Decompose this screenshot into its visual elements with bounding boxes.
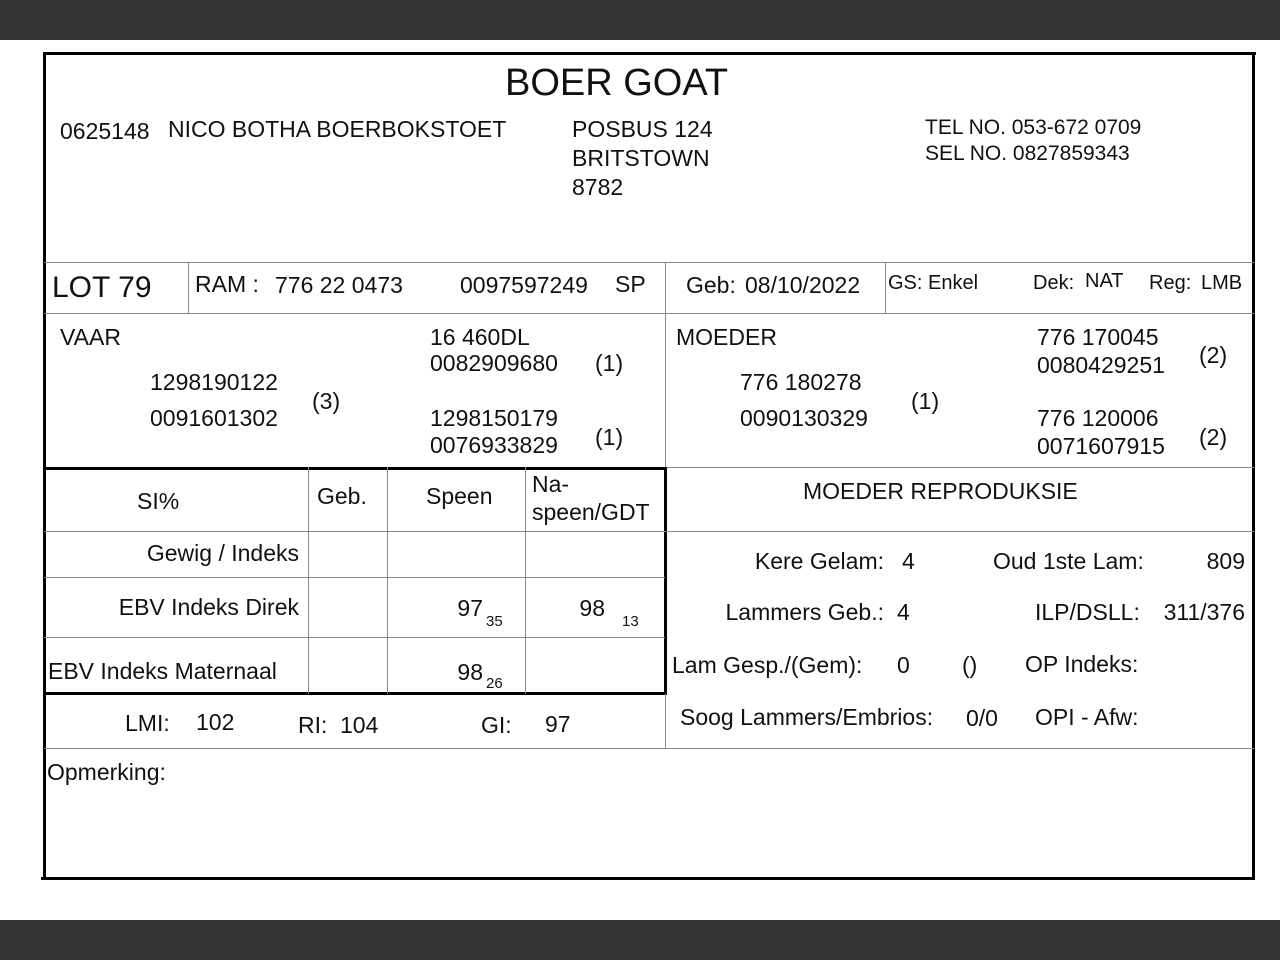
sire-dam-id-2: 0076933829	[430, 432, 558, 458]
dam-id-2: 0090130329	[740, 405, 868, 431]
mating-value: NAT	[1085, 270, 1124, 292]
sire-id-1: 1298190122	[150, 369, 278, 395]
lmi-label: LMI:	[125, 710, 170, 736]
breeder-name: NICO BOTHA BOERBOKSTOET	[168, 116, 507, 142]
frame-top	[44, 52, 1256, 55]
lmi-value: 102	[196, 709, 235, 735]
lam-gesp-label: Lam Gesp./(Gem):	[672, 652, 863, 678]
performance-row-divider-1	[44, 577, 665, 578]
frame-bottom	[41, 877, 1253, 880]
ri-value: 104	[340, 712, 379, 738]
row-ebv-maternal-weaning: 98	[457, 659, 483, 685]
row-ebv-direct-weaning: 97	[457, 595, 483, 621]
performance-col-divider-3	[525, 467, 526, 694]
reproduction-title: MOEDER REPRODUKSIE	[803, 478, 1078, 504]
soog-lammers-label: Soog Lammers/Embrios:	[680, 704, 934, 730]
sire-sire-id-1: 16 460DL	[430, 324, 530, 350]
performance-table-right	[664, 467, 667, 695]
sire-dam-id-1: 1298150179	[430, 405, 558, 431]
dam-sire-count: (2)	[1199, 342, 1228, 368]
header-post-weaning-line-2: speen/GDT	[532, 499, 650, 525]
divider-lot-bottom	[44, 313, 1254, 314]
breeder-cellphone: SEL NO. 0827859343	[925, 142, 1130, 165]
birth-status: GS: Enkel	[888, 272, 979, 294]
ram-grade: SP	[615, 271, 646, 297]
soog-lammers-value: 0/0	[966, 705, 998, 731]
dam-sire-id-1: 776 170045	[1037, 324, 1159, 350]
performance-col-divider-1	[308, 467, 309, 694]
divider-lot-ram	[665, 262, 666, 314]
performance-col-divider-2	[387, 467, 388, 694]
breeder-address-line-2: BRITSTOWN	[572, 145, 710, 171]
ilp-dsll-label: ILP/DSLL:	[1035, 599, 1140, 625]
row-ebv-direct-label: EBV Indeks Direk	[118, 594, 299, 620]
frame-right	[1252, 52, 1255, 880]
sire-label: VAAR	[60, 324, 121, 350]
dam-dam-id-2: 0071607915	[1037, 433, 1165, 459]
breeder-address-line-1: POSBUS 124	[572, 116, 713, 142]
divider-reproduction-left	[665, 694, 666, 749]
lam-gesp-value: 0	[897, 652, 910, 678]
page-title: BOER GOAT	[505, 62, 729, 104]
performance-table-top	[44, 467, 667, 470]
kere-gelam-label: Kere Gelam:	[754, 548, 884, 574]
row-ebv-direct-weaning-accuracy: 35	[486, 613, 503, 630]
header-si-percent: SI%	[137, 488, 180, 514]
ram-number: 776 22 0473	[275, 272, 403, 298]
dam-sire-id-2: 0080429251	[1037, 352, 1165, 378]
row-ebv-direct-post-weaning-accuracy: 13	[622, 613, 639, 630]
mating-label: Dek:	[1033, 272, 1075, 294]
sire-dam-count: (1)	[595, 424, 624, 450]
dam-label: MOEDER	[676, 324, 777, 350]
lammers-geb-value: 4	[897, 599, 910, 625]
header-post-weaning-line-1: Na-	[532, 471, 570, 497]
breeder-telephone: TEL NO. 053-672 0709	[925, 116, 1142, 139]
oud-1ste-lam-label: Oud 1ste Lam:	[993, 548, 1144, 574]
divider-lot-geb	[885, 262, 886, 314]
divider-indices-bottom	[44, 748, 1254, 749]
breeder-number: 0625148	[60, 118, 150, 144]
header-birth: Geb.	[317, 483, 367, 509]
divider-pedigree-bottom	[665, 467, 1254, 468]
frame-left	[43, 52, 46, 880]
row-ebv-direct-post-weaning: 98	[579, 595, 605, 621]
performance-table-bottom	[44, 692, 667, 695]
dam-id-1: 776 180278	[740, 369, 862, 395]
oud-1ste-lam-value: 809	[1206, 548, 1245, 574]
gi-value: 97	[545, 711, 571, 737]
row-weight-index-label: Gewig / Indeks	[146, 540, 299, 566]
opi-afw-label: OPI - Afw:	[1035, 704, 1139, 730]
ilp-dsll-value: 311/376	[1163, 599, 1245, 625]
breeder-address-line-3: 8782	[572, 174, 624, 200]
sire-id-2: 0091601302	[150, 405, 278, 431]
lot-number: LOT 79	[52, 271, 152, 304]
ram-id: 0097597249	[460, 272, 588, 298]
lam-gesp-gem: ()	[962, 652, 978, 678]
row-ebv-maternal-weaning-accuracy: 26	[486, 675, 503, 692]
divider-reproduction-header	[665, 531, 1254, 532]
ri-label: RI:	[298, 712, 328, 738]
kere-gelam-value: 4	[902, 548, 915, 574]
birth-date: 08/10/2022	[745, 272, 861, 298]
performance-row-divider-2	[44, 637, 665, 638]
sire-sire-count: (1)	[595, 350, 624, 376]
dam-count: (1)	[911, 388, 940, 414]
row-ebv-maternal-label: EBV Indeks Maternaal	[48, 658, 277, 684]
remarks-label: Opmerking:	[47, 759, 166, 785]
performance-header-divider	[44, 531, 665, 532]
register-label: Reg:	[1149, 272, 1192, 294]
op-index-label: OP Indeks:	[1025, 651, 1139, 677]
ram-label: RAM :	[195, 271, 259, 297]
header-weaning: Speen	[426, 483, 493, 509]
gi-label: GI:	[481, 712, 512, 738]
sire-sire-id-2: 0082909680	[430, 350, 558, 376]
birth-date-label: Geb:	[686, 272, 736, 298]
divider-lot-label	[188, 262, 189, 314]
divider-lot-top	[44, 262, 1254, 263]
dam-dam-count: (2)	[1199, 424, 1228, 450]
sire-count: (3)	[312, 388, 341, 414]
lammers-geb-label: Lammers Geb.:	[725, 599, 884, 625]
divider-pedigree-mid	[665, 313, 666, 468]
dam-dam-id-1: 776 120006	[1037, 405, 1159, 431]
register-value: LMB	[1201, 272, 1243, 294]
